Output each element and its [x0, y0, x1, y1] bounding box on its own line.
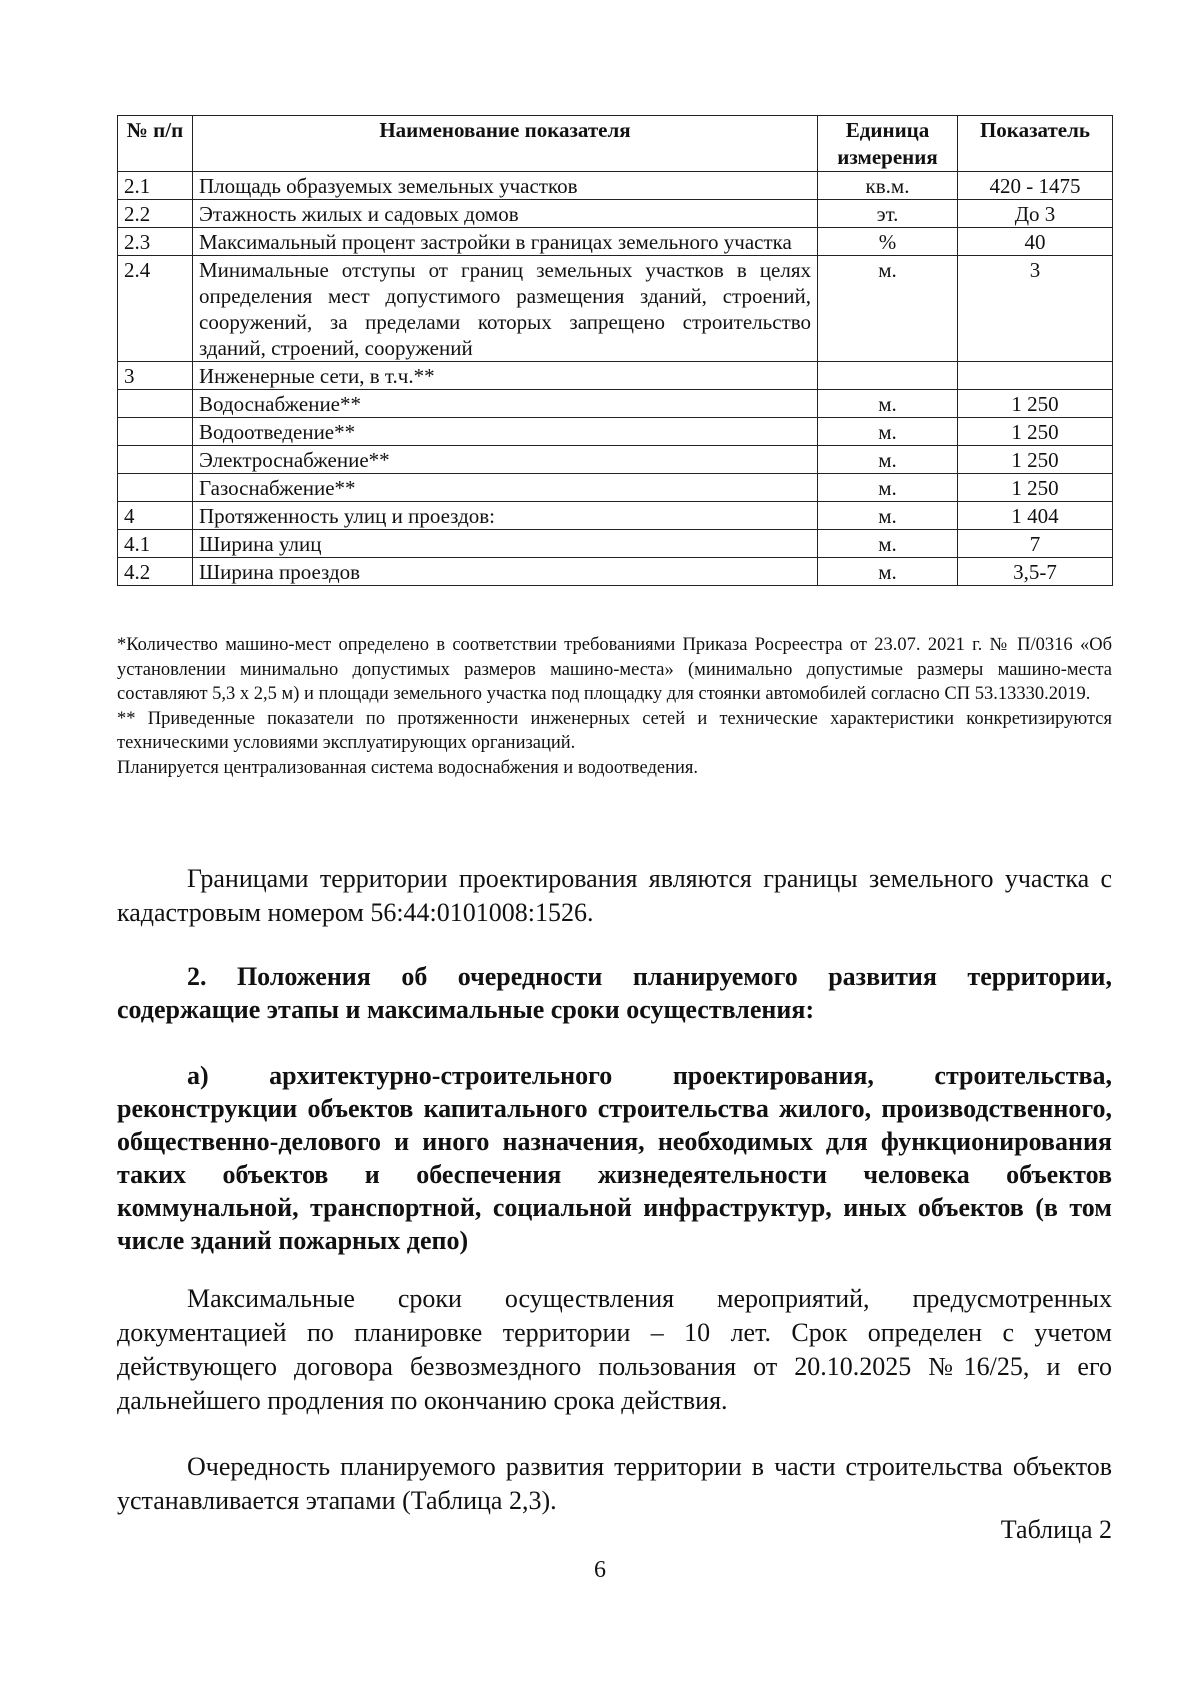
header-num: № п/п: [118, 116, 193, 172]
row-name: Минимальные отступы от границ земельных участков в целях определения мест допустимого размещения зданий, строений, сооружений, за пределами которых запрещено строительство зданий, строений, сооружений: [193, 256, 818, 362]
stages-paragraph: Очередность планируемого развития территории в части строительства объектов устанавливается этапами (Таблица 2,3).: [117, 1452, 1112, 1515]
terms-paragraph: Максимальные сроки осуществления мероприятий, предусмотренных документацией по планировке территории – 10 лет. Срок определен с учетом действующего договора безвозмездного пользования от 20.10.2025 №16/25, и его дальнейшего продления по окончанию срока действия.: [117, 1284, 1112, 1415]
table-footnotes: [117, 633, 1112, 780]
table-row: [118, 474, 1113, 502]
row-name: Водоотведение**: [193, 418, 818, 446]
row-value: 420 - 1475: [958, 172, 1113, 200]
row-unit: кв.м.: [818, 172, 958, 200]
row-name: Электроснабжение**: [193, 446, 818, 474]
row-unit: [818, 362, 958, 390]
row-num: [118, 390, 193, 418]
footnote-networks: ** Приведенные показатели по протяженности инженерных сетей и технические характеристики конкретизируются техническими условиями эксплуатирующих организаций.: [117, 708, 1112, 753]
row-name: Площадь образуемых земельных участков: [193, 172, 818, 200]
table-row: [118, 530, 1113, 558]
row-num: [118, 474, 193, 502]
table-row: [118, 172, 1113, 200]
row-unit: м.: [818, 418, 958, 446]
row-name: Водоснабжение**: [193, 390, 818, 418]
table-row: [118, 200, 1113, 228]
row-num: 4: [118, 502, 193, 530]
row-num: 4.2: [118, 558, 193, 586]
row-num: 2.1: [118, 172, 193, 200]
table-row: [118, 390, 1113, 418]
row-num: 4.1: [118, 530, 193, 558]
subsection-a-heading: а) архитектурно-строительного проектирования, строительства, реконструкции объектов капитального строительства жилого, производственного, общественно-делового и иного назначения, необходимых для функционирования таких объектов и обеспечения жизнедеятельности человека объектов коммунальной, транспортной, социальной инфраструктур, иных объектов (в том числе зданий пожарных депо): [117, 1061, 1112, 1255]
row-value: 1 250: [958, 474, 1113, 502]
table-caption: Таблица 2: [1000, 1515, 1112, 1544]
row-value: 3: [958, 256, 1113, 362]
table-row: [118, 228, 1113, 256]
row-name: Протяженность улиц и проездов:: [193, 502, 818, 530]
row-num: [118, 418, 193, 446]
table-row: [118, 558, 1113, 586]
table-row: [118, 418, 1113, 446]
row-num: 2.2: [118, 200, 193, 228]
row-num: 2.4: [118, 256, 193, 362]
row-name: Инженерные сети, в т.ч.**: [193, 362, 818, 390]
row-unit: м.: [818, 558, 958, 586]
row-unit: %: [818, 228, 958, 256]
row-unit: м.: [818, 502, 958, 530]
table-row: [118, 502, 1113, 530]
row-value: 1 250: [958, 446, 1113, 474]
row-unit: м.: [818, 390, 958, 418]
table-row: [118, 446, 1113, 474]
row-value: 1 250: [958, 418, 1113, 446]
row-value: [958, 362, 1113, 390]
table-row: [118, 362, 1113, 390]
row-name: Газоснабжение**: [193, 474, 818, 502]
row-value: 1 250: [958, 390, 1113, 418]
row-unit: м.: [818, 530, 958, 558]
row-unit: м.: [818, 446, 958, 474]
row-value: 1 404: [958, 502, 1113, 530]
footnote-parking: *Количество машино-мест определено в соответствии требованиями Приказа Росреестра от 23.07. 2021 г. № П/0316 «Об установлении минимально допустимых размеров машино-места» (минимально допустимые размеры машино-места составляют 5,3 х 2,5 м) и площади земельного участка под площадку для стоянки автомобилей согласно СП 53.13330.2019.: [117, 635, 1112, 704]
row-num: 2.3: [118, 228, 193, 256]
row-value: 7: [958, 530, 1113, 558]
row-value: 40: [958, 228, 1113, 256]
section-2-heading: 2. Положения об очередности планируемого развития территории, содержащие этапы и максимальные сроки осуществления:: [117, 962, 1112, 1024]
row-name: Ширина улиц: [193, 530, 818, 558]
row-unit: эт.: [818, 200, 958, 228]
row-name: Этажность жилых и садовых домов: [193, 200, 818, 228]
row-value: До 3: [958, 200, 1113, 228]
row-num: [118, 446, 193, 474]
row-unit: м.: [818, 256, 958, 362]
header-name: Наименование показателя: [193, 116, 818, 172]
row-name: Ширина проездов: [193, 558, 818, 586]
header-unit: Единица измерения: [818, 116, 958, 172]
table-row: [118, 256, 1113, 362]
table-header-row: [118, 116, 1113, 172]
row-value: 3,5-7: [958, 558, 1113, 586]
boundaries-paragraph: Границами территории проектирования являются границы земельного участка с кадастровым номером 56:44:0101008:1526.: [117, 864, 1112, 927]
row-name: Максимальный процент застройки в границах земельного участка: [193, 228, 818, 256]
page-number: 6: [594, 1557, 606, 1583]
header-value: Показатель: [958, 116, 1113, 172]
indicators-table: [117, 115, 1113, 586]
footnote-water-system: Планируется централизованная система водоснабжения и водоотведения.: [117, 757, 699, 778]
row-unit: м.: [818, 474, 958, 502]
row-num: 3: [118, 362, 193, 390]
